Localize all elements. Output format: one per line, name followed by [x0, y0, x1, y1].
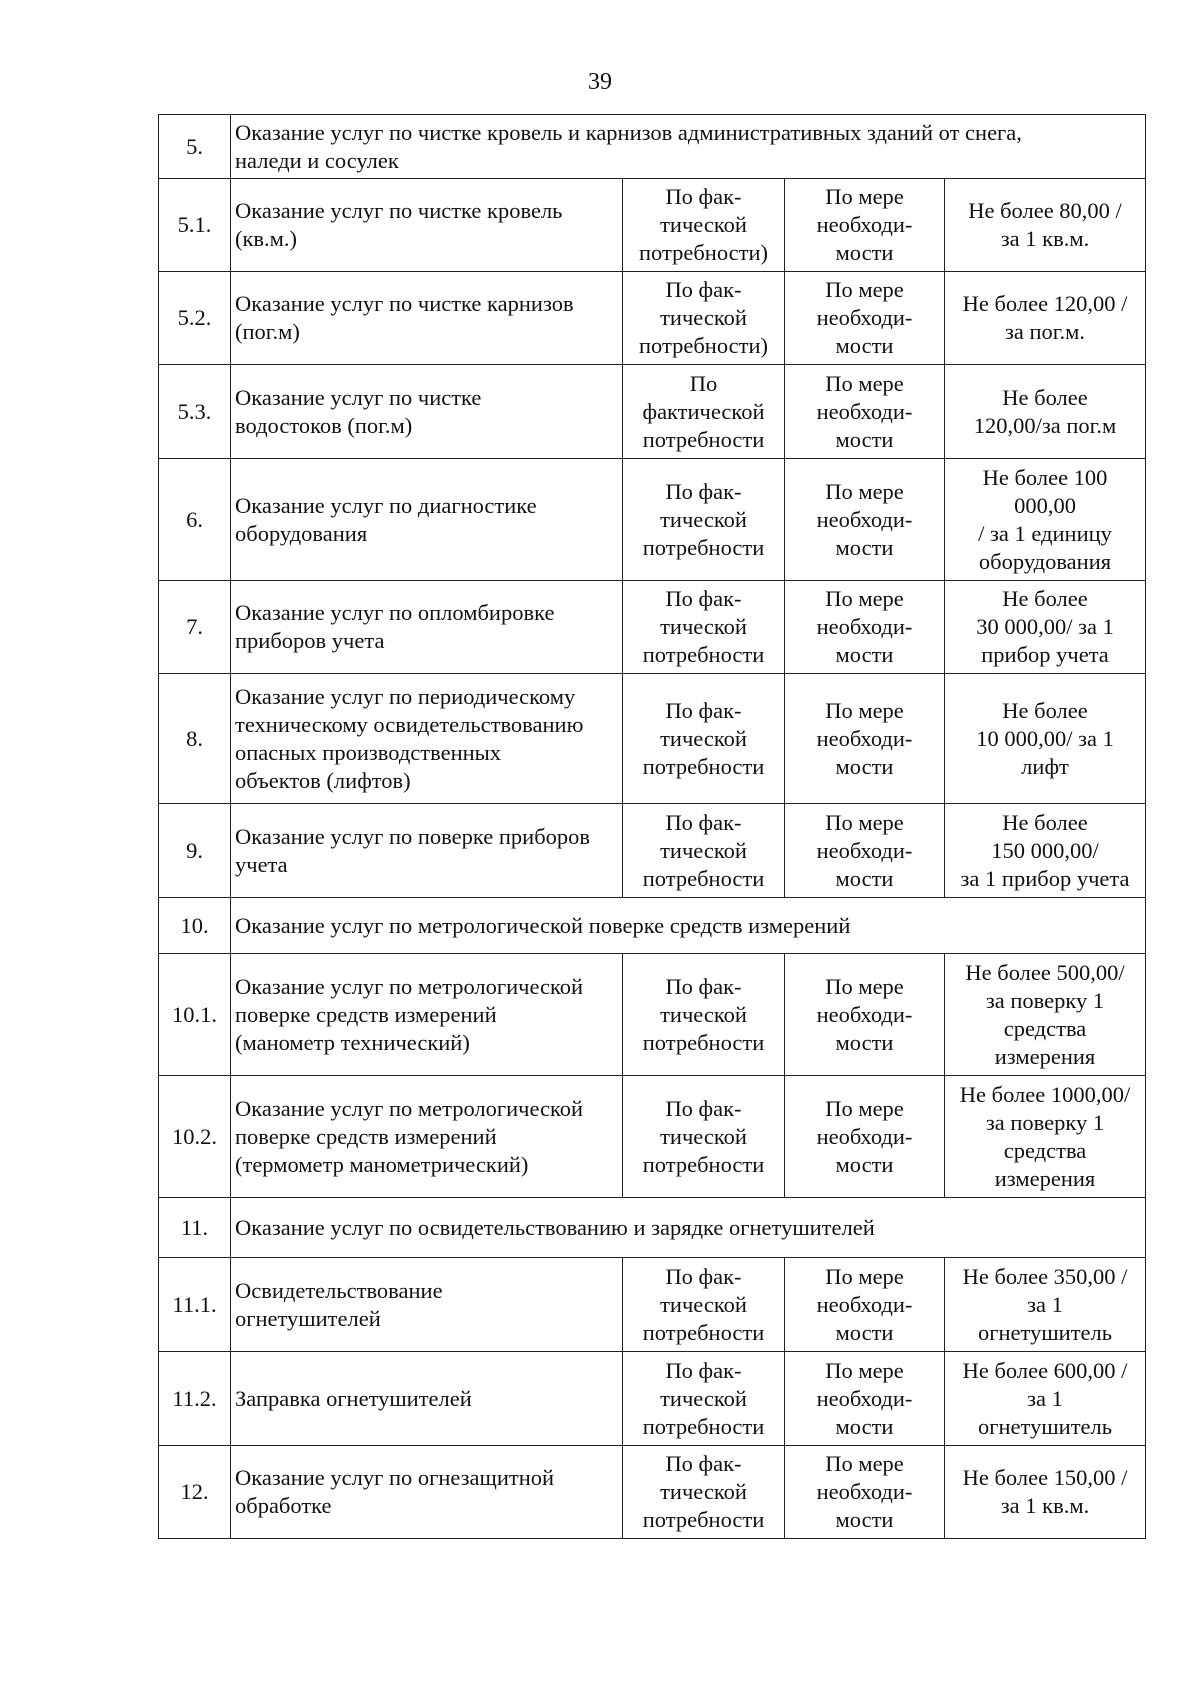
row-number: 5.3. — [159, 365, 231, 459]
row-number: 11.2. — [159, 1352, 231, 1446]
period-cell: По мере необходи- мости — [785, 804, 945, 898]
period-cell: По мере необходи- мости — [785, 1352, 945, 1446]
table-row — [159, 1446, 1146, 1539]
table-row — [159, 674, 1146, 804]
price-cell: Не более 500,00/ за поверку 1 средства измерения — [945, 954, 1146, 1076]
price-cell: Не более 10 000,00/ за 1 лифт — [945, 674, 1146, 804]
volume-cell: По фак- тической потребности — [623, 954, 785, 1076]
section-title: Оказание услуг по освидетельствованию и зарядке огнетушителей — [231, 1198, 1146, 1258]
row-number: 10.2. — [159, 1076, 231, 1198]
table-row — [159, 1258, 1146, 1352]
table-row — [159, 804, 1146, 898]
price-cell: Не более 120,00/за пог.м — [945, 365, 1146, 459]
service-name: Оказание услуг по чистке карнизов (пог.м) — [231, 272, 623, 365]
period-cell: По мере необходи- мости — [785, 1076, 945, 1198]
table-row — [159, 581, 1146, 674]
table-row — [159, 179, 1146, 272]
volume-cell: По фак- тической потребности) — [623, 272, 785, 365]
period-cell: По мере необходи- мости — [785, 581, 945, 674]
section-title: Оказание услуг по метрологической поверке средств измерений — [231, 898, 1146, 954]
service-name: Оказание услуг по опломбировке приборов учета — [231, 581, 623, 674]
price-cell: Не более 120,00 / за пог.м. — [945, 272, 1146, 365]
period-cell: По мере необходи- мости — [785, 674, 945, 804]
service-name: Оказание услуг по диагностике оборудования — [231, 459, 623, 581]
volume-cell: По фак- тической потребности — [623, 459, 785, 581]
price-cell: Не более 80,00 / за 1 кв.м. — [945, 179, 1146, 272]
price-cell: Не более 600,00 / за 1 огнетушитель — [945, 1352, 1146, 1446]
volume-cell: По фак- тической потребности — [623, 1352, 785, 1446]
price-cell: Не более 30 000,00/ за 1 прибор учета — [945, 581, 1146, 674]
price-cell: Не более 100 000,00 / за 1 единицу оборудования — [945, 459, 1146, 581]
service-name: Оказание услуг по периодическому техническому освидетельствованию опасных производственных объектов (лифтов) — [231, 674, 623, 804]
volume-cell: По фак- тической потребности) — [623, 179, 785, 272]
row-number: 12. — [159, 1446, 231, 1539]
price-cell: Не более 350,00 / за 1 огнетушитель — [945, 1258, 1146, 1352]
row-number: 9. — [159, 804, 231, 898]
row-number: 7. — [159, 581, 231, 674]
row-number: 6. — [159, 459, 231, 581]
table-row-section-5 — [159, 115, 1146, 179]
period-cell: По мере необходи- мости — [785, 1446, 945, 1539]
volume-cell: По фак- тической потребности — [623, 1076, 785, 1198]
period-cell: По мере необходи- мости — [785, 272, 945, 365]
service-name: Оказание услуг по метрологической поверке средств измерений (манометр технический) — [231, 954, 623, 1076]
page-number: 39 — [588, 69, 612, 95]
period-cell: По мере необходи- мости — [785, 179, 945, 272]
volume-cell: По фактической потребности — [623, 365, 785, 459]
table-row-section-10 — [159, 898, 1146, 954]
service-name: Оказание услуг по поверке приборов учета — [231, 804, 623, 898]
period-cell: По мере необходи- мости — [785, 459, 945, 581]
service-name: Оказание услуг по чистке кровель (кв.м.) — [231, 179, 623, 272]
table-row — [159, 365, 1146, 459]
period-cell: По мере необходи- мости — [785, 954, 945, 1076]
table-row-section-11 — [159, 1198, 1146, 1258]
volume-cell: По фак- тической потребности — [623, 581, 785, 674]
service-name: Заправка огнетушителей — [231, 1352, 623, 1446]
period-cell: По мере необходи- мости — [785, 1258, 945, 1352]
row-number: 11.1. — [159, 1258, 231, 1352]
row-number: 11. — [159, 1198, 231, 1258]
row-number: 5.1. — [159, 179, 231, 272]
row-number: 5. — [159, 115, 231, 179]
price-cell: Не более 150 000,00/ за 1 прибор учета — [945, 804, 1146, 898]
row-number: 10.1. — [159, 954, 231, 1076]
table-row — [159, 459, 1146, 581]
service-name: Оказание услуг по огнезащитной обработке — [231, 1446, 623, 1539]
volume-cell: По фак- тической потребности — [623, 1258, 785, 1352]
period-cell: По мере необходи- мости — [785, 365, 945, 459]
table-row — [159, 1352, 1146, 1446]
price-cell: Не более 1000,00/ за поверку 1 средства измерения — [945, 1076, 1146, 1198]
service-name: Освидетельствование огнетушителей — [231, 1258, 623, 1352]
service-name: Оказание услуг по чистке водостоков (пог.м) — [231, 365, 623, 459]
section-title: Оказание услуг по чистке кровель и карнизов административных зданий от снега, наледи и сосулек — [231, 115, 1146, 179]
volume-cell: По фак- тической потребности — [623, 804, 785, 898]
volume-cell: По фак- тической потребности — [623, 1446, 785, 1539]
services-table — [158, 114, 1146, 1539]
volume-cell: По фак- тической потребности — [623, 674, 785, 804]
price-cell: Не более 150,00 / за 1 кв.м. — [945, 1446, 1146, 1539]
table-row — [159, 272, 1146, 365]
service-name: Оказание услуг по метрологической поверке средств измерений (термометр манометрический) — [231, 1076, 623, 1198]
table-row — [159, 954, 1146, 1076]
row-number: 8. — [159, 674, 231, 804]
row-number: 5.2. — [159, 272, 231, 365]
table-row — [159, 1076, 1146, 1198]
row-number: 10. — [159, 898, 231, 954]
